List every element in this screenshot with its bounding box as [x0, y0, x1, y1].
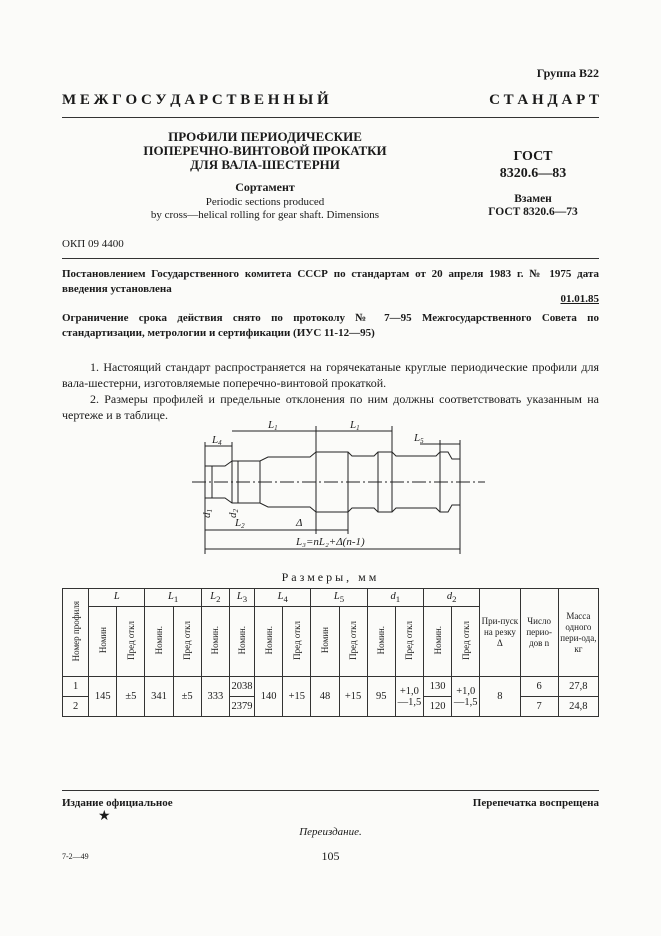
page-number: 105: [321, 849, 340, 863]
cell-d2: 120: [424, 697, 452, 717]
subheader-tol: Пред откл: [452, 607, 480, 677]
reprint-notice: Перепечатка воспрещена: [472, 797, 599, 809]
standard-banner: [62, 92, 599, 109]
cell-l2: 333: [201, 677, 229, 717]
header-l: L: [89, 589, 145, 607]
title-line-3: ДЛЯ ВАЛА-ШЕСТЕРНИ: [190, 157, 340, 172]
label-l1-a: L1: [268, 419, 278, 432]
title-line-1: ПРОФИЛИ ПЕРИОДИЧЕСКИЕ: [168, 129, 362, 144]
gost-number: [468, 148, 598, 182]
label-d2: d2: [227, 509, 240, 518]
okp-rule: [62, 258, 599, 259]
limitation-text: Ограничение срока действия снято по протоколу № 7—95 Межгосударственного Совета по стандартизации, метрологии и сертификации (ИУС 11-12—95): [62, 312, 599, 339]
official-edition: Издание официальное: [62, 797, 173, 809]
subheader-tol: Пред откл: [339, 607, 367, 677]
title-line-2: ПОПЕРЕЧНО-ВИНТОВОЙ ПРОКАТКИ: [143, 143, 387, 158]
cell-l5-tol: +15: [339, 677, 367, 717]
document-title: [120, 130, 410, 172]
cell-l: 145: [89, 677, 117, 717]
subheader-nom: Номин.: [201, 607, 229, 677]
replaces-block: [468, 193, 598, 219]
cell-l5: 48: [311, 677, 339, 717]
header-l4: $L_4$: [255, 589, 311, 607]
subheader-nom: Номин.: [424, 607, 452, 677]
d2-tol-minus: —1,5: [453, 696, 478, 708]
header-d1: $d_1$: [367, 589, 423, 607]
footer-rule: [62, 790, 599, 791]
cell-mass: 24,8: [558, 697, 598, 717]
paragraph-2: 2. Размеры профилей и предельные отклонения по ним должны соответствовать указанным на чертеже и в таблице.: [62, 392, 599, 422]
english-title-line-2: by cross—helical rolling for gear shaft. Dimensions: [150, 209, 380, 221]
cell-profile: 1: [63, 677, 89, 697]
label-l1-b: L1: [350, 419, 360, 432]
subheader-tol: Пред откл: [395, 607, 423, 677]
replaces-code: ГОСТ 8320.6—73: [488, 206, 578, 218]
shaft-drawing: [150, 414, 490, 564]
cell-l4-tol: +15: [283, 677, 311, 717]
subheader-tol: Пред откл: [173, 607, 201, 677]
gost-label: ГОСТ: [513, 149, 553, 164]
cell-periods: 6: [520, 677, 558, 697]
dimensions-table: [62, 588, 599, 717]
replaces-label: Взамен: [514, 193, 552, 205]
cell-l3: 2038: [229, 677, 254, 697]
subheader-nom: Номин.: [229, 607, 254, 677]
group-code: Группа В22: [536, 66, 599, 80]
header-periods: Число перио-дов n: [520, 589, 558, 677]
print-code: 7-2—49: [62, 852, 89, 861]
table-caption: Размеры, мм: [281, 570, 380, 584]
cell-mass: 27,8: [558, 677, 598, 697]
cell-l3: 2379: [229, 697, 254, 717]
cell-periods: 7: [520, 697, 558, 717]
cell-l-tol: ±5: [117, 677, 145, 717]
label-formula: L₃=nL₂+Δ(n-1): [296, 536, 365, 548]
header-profile-number: Номер профиля: [63, 589, 89, 677]
label-l2: L2: [235, 517, 245, 530]
table-row: [63, 677, 599, 697]
d1-tol-minus: —1,5: [397, 696, 422, 708]
label-d1: d1: [201, 509, 214, 518]
header-l2: $L_2$: [201, 589, 229, 607]
header-d2: $d_2$: [424, 589, 480, 607]
decree-text: Постановлением Государственного комитета СССР по стандартам от 20 апреля 1983 г. № 1975 дата введения установлена: [62, 268, 599, 295]
subheader-nom: Номин.: [145, 607, 173, 677]
header-l3: $L_3$: [229, 589, 254, 607]
subheader-nom: Номин: [89, 607, 117, 677]
d2-tol-plus: +1,0: [456, 685, 476, 697]
subheader-tol: Пред откл: [117, 607, 145, 677]
okp-code: ОКП 09 4400: [62, 238, 124, 250]
cell-profile: 2: [63, 697, 89, 717]
banner-word-2: С Т А Н Д А Р Т: [489, 92, 599, 108]
cell-d2: 130: [424, 677, 452, 697]
banner-rule: [62, 117, 599, 118]
reissue-note: Переиздание.: [299, 826, 362, 838]
label-l5: L5: [414, 432, 424, 445]
header-allowance: При-пуск на резку Δ: [480, 589, 520, 677]
header-mass: Масса одного пери-ода, кг: [558, 589, 598, 677]
subtitle-sortament: Сортамент: [235, 180, 295, 194]
subheader-nom: Номин: [311, 607, 339, 677]
header-l1: $L_1$: [145, 589, 201, 607]
banner-word-1: М Е Ж Г О С У Д А Р С Т В Е Н Н Ы Й: [62, 92, 329, 108]
star-icon: ★: [98, 809, 111, 824]
cell-d2-tol: [452, 677, 480, 717]
english-title: [120, 196, 410, 222]
header-l5: $L_5$: [311, 589, 367, 607]
gost-code: 8320.6—83: [499, 166, 567, 181]
effective-date: 01.01.85: [560, 293, 599, 305]
d1-tol-plus: +1,0: [399, 685, 419, 697]
cell-d1: 95: [367, 677, 395, 717]
cell-l1: 341: [145, 677, 173, 717]
cell-allowance: 8: [480, 677, 520, 717]
english-title-line-1: Periodic sections produced: [205, 196, 325, 208]
cell-l1-tol: ±5: [173, 677, 201, 717]
subheader-tol: Пред откл: [283, 607, 311, 677]
paragraph-1: 1. Настоящий стандарт распространяется на горячекатаные круглые периодические профили для вала-шестерни, изготовляемые поперечно-винтовой прокаткой.: [62, 360, 599, 390]
cell-l4: 140: [255, 677, 283, 717]
subheader-nom: Номин.: [367, 607, 395, 677]
label-delta: Δ: [296, 517, 303, 529]
subheader-nom: Номин.: [255, 607, 283, 677]
cell-d1-tol: [395, 677, 423, 717]
label-l4: L4: [212, 434, 222, 447]
